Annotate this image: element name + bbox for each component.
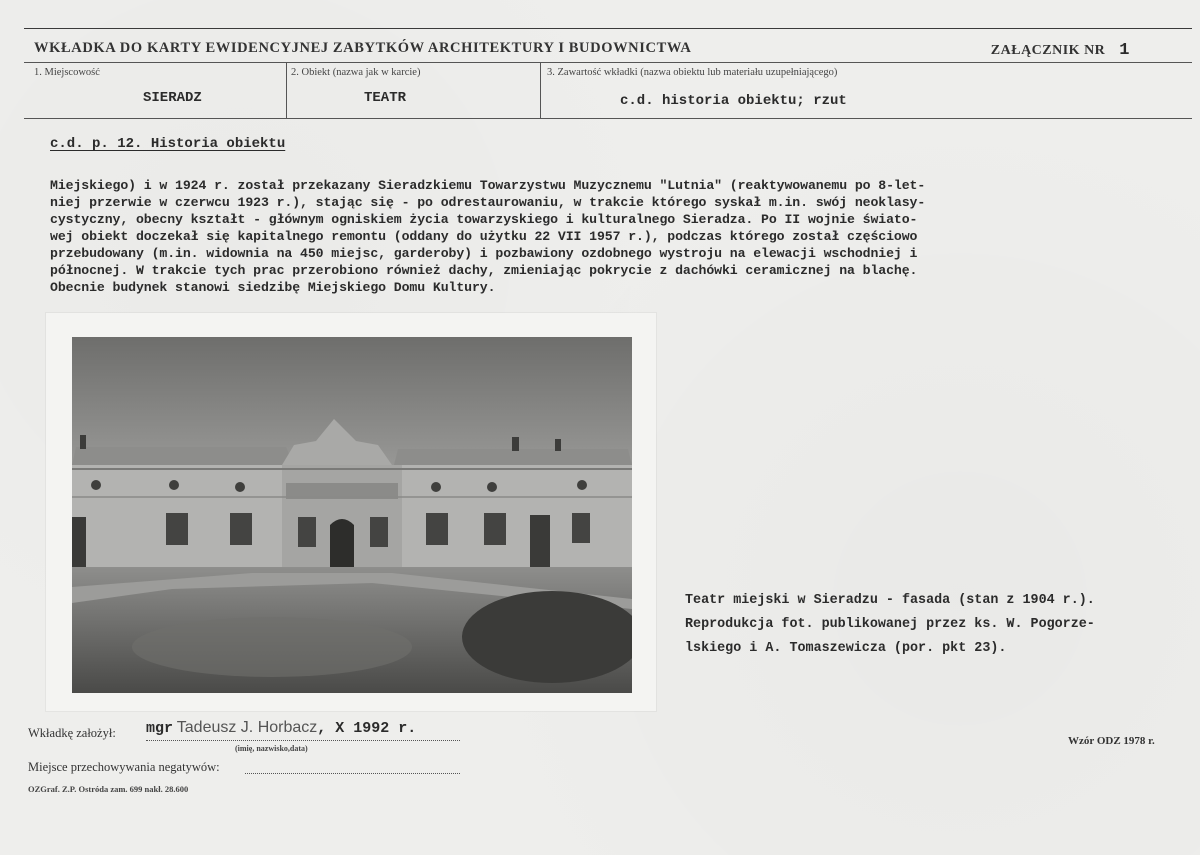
author-hint: (imię, nazwisko,data) [235,744,308,753]
section-heading: c.d. p. 12. Historia obiektu [50,136,286,152]
body-line: Obecnie budynek stanowi siedzibę Miejskiego Domu Kultury. [50,280,496,295]
template-label: Wzór ODZ 1978 r. [1068,735,1155,747]
caption-line: lskiego i A. Tomaszewicza (por. pkt 23). [685,641,1007,656]
form-title: WKŁADKA DO KARTY EWIDENCYJNEJ ZABYTKÓW ARCHITEKTURY I BUDOWNICTWA [34,40,692,56]
locality-label: 1. Miejscowość [34,67,100,78]
top-rule [24,28,1192,29]
object-label: 2. Obiekt (nazwa jak w karcie) [291,67,421,78]
author-title: mgr [146,720,174,737]
grid-divider-1 [286,62,287,118]
author-date: , X 1992 r. [317,720,417,737]
contents-value: c.d. historia obiektu; rzut [620,93,847,109]
contents-label: 3. Zawartość wkładki (nazwa obiektu lub materiału uzupełniającego) [547,67,838,78]
grid-rule-top [24,62,1192,63]
locality-value: SIERADZ [143,90,202,106]
attachment-number [991,41,1130,60]
object-value: TEATR [364,90,407,106]
body-line: niej przerwie w czerwcu 1923 r.), stając się - po odrestaurowaniu, w trakcie którego syskał m.in. swój neoklasy- [50,195,926,210]
caption-line: Reprodukcja fot. publikowanej przez ks. W. Pogorze- [685,617,1095,632]
negative-dotted-line [245,773,460,774]
printer-label: OZGraf. Z.P. Ostróda zam. 699 nakł. 28.600 [28,784,189,794]
body-line: przebudowany (m.in. widownia na 450 miejsc, garderoby) i pozbawiony ozdobnego wystroju na elewacji wschodniej i [50,246,918,261]
author-signature [146,719,416,737]
attachment-label: ZAŁĄCZNIK NR [990,43,1106,58]
grid-rule-bottom [24,118,1192,119]
body-line: Miejskiego) i w 1924 r. został przekazany Sieradzkiemu Towarzystwu Muzycznemu "Lutnia" (reaktywowanemu po 8-let- [50,178,926,193]
negative-label: Miejsce przechowywania negatywów: [28,760,220,774]
grid-divider-2 [540,62,541,118]
author-dotted-line [146,740,460,741]
body-line: północnej. W trakcie tych prac przerobiono również dachy, zmieniając pokrycie z dachówki ceramicznej na blachę. [50,263,918,278]
author-label: Wkładkę założył: [28,726,116,740]
body-line: cystyczny, obecny kształt - głównym ogniskiem życia towarzyskiego i kulturalnego Sieradza. Po II wojnie świato- [50,212,918,227]
caption-line: Teatr miejski w Sieradzu - fasada (stan z 1904 r.). [685,593,1095,608]
theatre-facade-photo [72,337,632,693]
attachment-value: 1 [1119,41,1130,60]
author-name: Tadeusz J. Horbacz [176,719,318,736]
body-line: wej obiekt doczekał się kapitalnego remontu (oddany do użytku 22 VII 1957 r.), podczas którego został częściowo [50,229,918,244]
theatre-facade-illustration [72,337,632,693]
